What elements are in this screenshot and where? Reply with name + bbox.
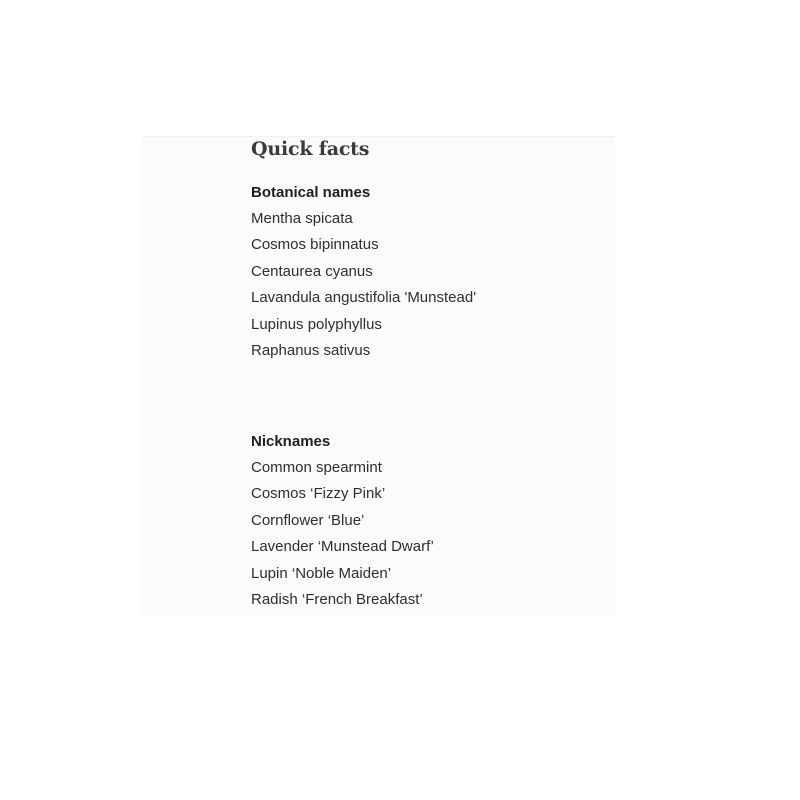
list-item: Common spearmint (251, 459, 382, 476)
list-item: Centaurea cyanus (251, 262, 373, 280)
list-item: Lupin ‘Noble Maiden’ (251, 564, 392, 582)
list-item: Lavender ‘Munstead Dwarf’ (251, 538, 434, 556)
list-item: Radish ‘French Breakfast’ (251, 590, 423, 608)
list-item: Raphanus sativus (251, 341, 371, 359)
nicknames-section (251, 429, 434, 613)
list-item: Mentha spicata (251, 210, 353, 227)
quick-facts-content (251, 135, 611, 608)
list-item: Lavandula angustifolia 'Munstead' (251, 289, 477, 307)
quick-facts-title: Quick facts (251, 138, 370, 160)
botanical-names-list (251, 206, 476, 364)
list-item: Cornflower ‘Blue’ (251, 511, 365, 529)
botanical-names-heading: Botanical names (251, 184, 371, 201)
list-item: Cosmos bipinnatus (251, 236, 379, 254)
botanical-names-section (251, 180, 476, 364)
nicknames-list (251, 455, 434, 613)
list-item: Lupinus polyphyllus (251, 315, 382, 333)
nicknames-heading: Nicknames (251, 433, 331, 450)
list-item: Cosmos ‘Fizzy Pink’ (251, 485, 386, 503)
